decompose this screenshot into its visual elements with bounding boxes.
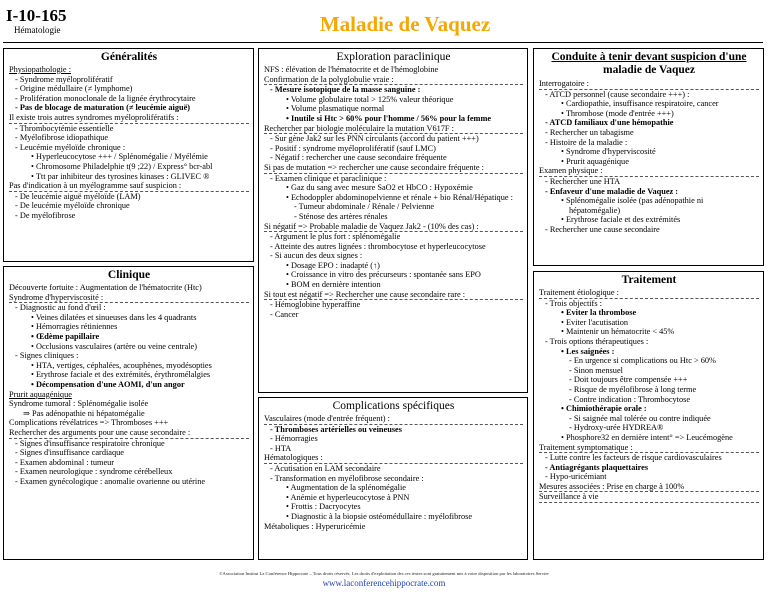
traitement-title: Traitement [621, 274, 677, 286]
clinique-section [3, 266, 254, 560]
text-line: Complications révélatrices => Thromboses +++ [9, 418, 169, 428]
text-line: - En urgence si complications ou Htc > 60% [569, 356, 716, 366]
text-line: Interrogatoire : [539, 79, 759, 90]
text-line: - Trois options thérapeutiques : [545, 336, 649, 346]
traitement-section [533, 271, 764, 560]
specialty-label: Hématologie [14, 25, 61, 35]
text-line: • BOM en dernière intention [286, 280, 381, 290]
text-line: • Prurit aquagénique [561, 156, 629, 166]
complications-body [264, 414, 523, 531]
text-line: - Examen neurologique : syndrome cérébelleux [15, 467, 173, 477]
text-line: • Ttt par inhibiteur des tyrosines kinases : GLIVEC ® [31, 171, 210, 181]
traitement-body [539, 288, 759, 503]
text-line: • Maintenir un hématocrite < 45% [561, 327, 675, 337]
text-line: - Risque de myélofibrose à long terme [569, 384, 697, 394]
text-line: - Thrombocytémie essentielle [15, 123, 114, 133]
text-line: - Leucémie myéloïde chronique : [15, 142, 126, 152]
text-line: Prurit aquagénique [9, 389, 72, 399]
text-line: - Origine médullaire (≠ lymphome) [15, 84, 133, 94]
text-line: - Si aucun des deux signes : [270, 251, 363, 261]
text-line: Syndrome d'hyperviscosité : [9, 293, 249, 304]
text-line: Il existe trois autres syndromes myéloprolifératifs : [9, 113, 249, 124]
exploration-section [258, 48, 528, 393]
conduite-title-line1: Conduite à tenir devant suspicion d'une [551, 51, 747, 63]
text-line: Traitement symptomatique : [539, 443, 759, 454]
text-line: • Chimiothérapie orale : [561, 404, 647, 414]
text-line: - Sténose des artères rénales [294, 211, 388, 221]
text-line: • Erythrose faciale et des extrémités, érythromélalgies [31, 370, 211, 380]
text-line: • Eviter l'acutisation [561, 317, 629, 327]
copyright-notice: ©Association Institut La Conférence Hippocrate – Tous droits réservés. Les droits d'exploitation des ces textes sont gratuitement mis à votre disposition par les laboratoires Servier [219, 571, 549, 576]
text-line: • Splénomégalie isolée (pas adénopathie ni [561, 196, 704, 206]
exploration-title: Exploration paraclinique [336, 51, 451, 63]
text-line: • Volume globulaire total > 125% valeur théorique [286, 94, 454, 104]
website-link[interactable]: www.laconferencehippocrate.com [322, 578, 446, 588]
header-divider [3, 42, 763, 43]
text-line: • Inutile si Htc > 60% pour l'homme / 56% pour la femme [286, 113, 492, 123]
text-line: - Sinon mensuel [569, 365, 623, 375]
text-line: • Augmentation de la splénomégalie [286, 483, 406, 493]
text-line: - ATCD familiaux d'une hémopathie [545, 118, 674, 128]
text-line: - Cancer [270, 309, 299, 319]
text-line: • HTA, vertiges, céphalées, acouphènes, myodésopties [31, 360, 212, 370]
text-line: • Décompensation d'une AOMI, d'un angor [31, 379, 185, 389]
text-line: • Echodoppler abdominopelvienne et rénale + bio Rénal/Hépatique : [286, 192, 513, 202]
text-line: - Prolifération monoclonale de la lignée érythrocytaire [15, 93, 196, 103]
text-line: • Hémorragies rétiniennes [31, 322, 118, 332]
text-line: Syndrome tumoral : Splénomégalie isolée [9, 399, 149, 409]
text-line: Pas d'indication à un myélogramme sauf suspicion : [9, 181, 249, 192]
text-line: - De myélofibrose [15, 210, 76, 220]
generalites-body [9, 65, 249, 221]
text-line: - Positif : syndrome myéloprolifératif (sauf LMC) [270, 143, 436, 153]
text-line: Physiopathologie : [9, 65, 71, 74]
generalites-section [3, 48, 254, 262]
complications-title: Complications spécifiques [332, 400, 455, 412]
text-line: • Cardiopathie, insuffisance respiratoire, cancer [561, 99, 719, 109]
text-line: Hématologiques : [264, 453, 523, 464]
text-line: - Signes d'insuffisance respiratoire chronique [15, 438, 165, 448]
text-line: • Hyperleucocytose +++ / Splénomégalie / Myélémie [31, 152, 208, 162]
text-line: - Hypo-uricémiant [545, 472, 607, 482]
text-line: Rechercher des arguments pour une cause secondaire : [9, 428, 249, 439]
text-line: • Dosage EPO : inadapté (↑) [286, 260, 380, 270]
text-line: - Négatif : rechercher une cause secondaire fréquente [270, 153, 447, 163]
text-line: - Contre indication : Thrombocytose [569, 394, 691, 404]
text-line: - Rechercher une HTA [545, 176, 621, 186]
text-line: • Phosphore32 en dernière intent° => Leucémogène [561, 432, 733, 442]
text-line: - Acutisation en LAM secondaire [270, 463, 381, 473]
text-line: • Diagnostic à la biopsie ostéomédullaire : myélofibrose [286, 511, 473, 521]
conduite-title-line2: maladie de Vaquez [602, 64, 695, 76]
text-line: - ATCD personnel (cause secondaire +++) : [545, 89, 690, 99]
text-line: • Thrombose (mode d'entrée +++) [561, 108, 674, 118]
text-line: • Occlusions vasculaires (artère ou veine centrale) [31, 341, 197, 351]
text-line: - Trois objectifs : [545, 298, 602, 308]
text-line: • Erythrose faciale et des extrémités [561, 215, 681, 225]
page-title: Maladie de Vaquez [319, 12, 491, 36]
conduite-body [539, 79, 759, 235]
text-line: - Signes d'insuffisance cardiaque [15, 448, 124, 458]
text-line: • Gaz du sang avec mesure SaO2 et HbCO : Hypoxémie [286, 183, 473, 193]
text-line: hépatomégalie) [569, 205, 621, 215]
text-line: Si négatif => Probable maladie de Vaquez Jak2 - (10% des cas) : [264, 222, 523, 233]
text-line: - Argument le plus fort : splénomégalie [270, 232, 401, 242]
text-line: • Croissance in vitro des précurseurs : spontanée sans EPO [286, 270, 481, 280]
exploration-body [264, 65, 523, 319]
text-line: - Lutte contre les facteurs de risque cardiovasculaires [545, 453, 722, 463]
text-line: - Enfaveur d'une maladie de Vaquez : [545, 186, 679, 196]
text-line: NFS : élévation de l'hématocrite et de l'hémoglobine [264, 65, 439, 74]
text-line: • Œdème papillaire [31, 331, 100, 341]
clinique-body [9, 283, 249, 486]
text-line: • Volume plasmatique normal [286, 104, 385, 114]
text-line: - HTA [270, 443, 292, 453]
text-line: - Mesure isotopique de la masse sanguine : [270, 85, 421, 95]
text-line: - Si saignée mal tolérée ou contre indiquée [569, 413, 711, 423]
text-line: - Thromboses artérielles ou veineuses [270, 424, 402, 434]
generalites-title: Généralités [100, 51, 158, 63]
text-line: - Sur gène Jak2 sur les PNN circulants (accord du patient +++) [270, 134, 479, 144]
text-line: ⇒ Pas adénopathie ni hépatomégalie [23, 408, 145, 418]
text-line: - Pas de blocage de maturation (≠ leucémie aiguë) [15, 103, 191, 113]
complications-section [258, 397, 528, 560]
clinique-title: Clinique [107, 269, 151, 281]
text-line: • Eviter la thrombose [561, 308, 637, 318]
text-line: - Signes cliniques : [15, 351, 79, 361]
text-line: - Tumeur abdominale / Rénale / Pelvienne [294, 202, 435, 212]
text-line: - Myélofibrose idiopathique [15, 133, 109, 143]
text-line: - Antiagrégants plaquettaires [545, 462, 649, 472]
text-line: Si pas de mutation => rechercher une cause secondaire fréquente : [264, 163, 523, 174]
text-line: Mesures associées : Prise en charge à 100% [539, 482, 759, 493]
text-line: - Atteinte des autres lignées : thrombocytose et hyperleucocytose [270, 241, 486, 251]
text-line: - De leucémie myéloïde chronique [15, 201, 130, 211]
text-line: Si tout est négatif => Rechercher une cause secondaire rare : [264, 290, 523, 301]
text-line: - Hémoglobine hyperaffine [270, 300, 361, 310]
text-line: - Diagnostic au fond d'œil : [15, 303, 106, 313]
text-line: - De leucémie aiguë myéloïde (LAM) [15, 191, 141, 201]
text-line: • Veines dilatées et sinueuses dans les 4 quadrants [31, 312, 197, 322]
text-line: - Doit toujours être compensée +++ [569, 375, 688, 385]
text-line: Surveillance à vie [539, 492, 759, 503]
document-code: I-10-165 [6, 6, 67, 25]
text-line: Métaboliques : Hyperuricémie [264, 521, 366, 531]
text-line: - Examen gynécologique : anomalie ovarienne ou utérine [15, 476, 206, 486]
text-line: - Rechercher un tabagisme [545, 127, 634, 137]
text-line: - Histoire de la maladie : [545, 137, 628, 147]
text-line: Vasculaires (mode d'entrée fréquent) : [264, 414, 523, 425]
text-line: Traitement étiologique : [539, 288, 759, 299]
text-line: - Rechercher une cause secondaire [545, 224, 660, 234]
text-line: • Chromosome Philadelphie t(9 ;22) / Express° bcr-abl [31, 161, 213, 171]
text-line: - Examen abdominal : tumeur [15, 457, 115, 467]
text-line: - Hydroxy-urée HYDREA® [569, 423, 664, 433]
text-line: • Syndrome d'hyperviscosité [561, 147, 656, 157]
text-line: - Examen clinique et paraclinique : [270, 173, 387, 183]
text-line: • Frottis : Dacryocytes [286, 502, 361, 512]
conduite-section [533, 48, 764, 266]
text-line: • Les saignées : [561, 346, 615, 356]
text-line: - Hémorragies [270, 434, 318, 444]
text-line: Rechercher par biologie moléculaire la mutation V617F : [264, 124, 523, 135]
text-line: Examen physique : [539, 166, 759, 177]
text-line: Confirmation de la polyglobulie vraie : [264, 75, 523, 86]
text-line: • Anémie et hyperleucocytose à PNN [286, 492, 410, 502]
text-line: Découverte fortuite : Augmentation de l'hématocrite (Htc) [9, 283, 202, 292]
text-line: - Transformation en myélofibrose secondaire : [270, 473, 424, 483]
text-line: - Syndrome myéloprolifératif [15, 74, 113, 84]
